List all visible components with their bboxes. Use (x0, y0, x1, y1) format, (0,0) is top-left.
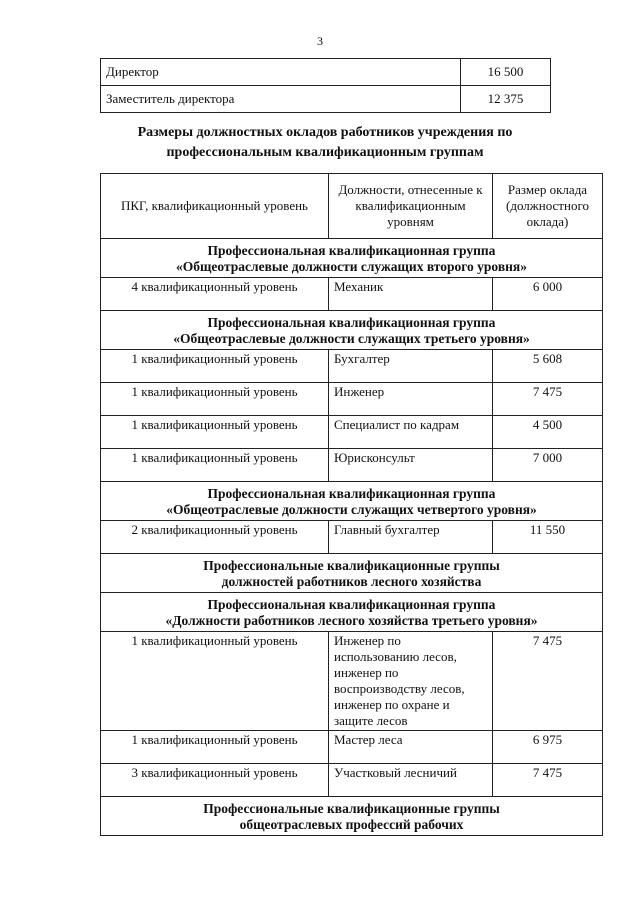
level-cell: 1 квалификационный уровень (101, 350, 329, 383)
salary-cell: 6 000 (493, 278, 603, 311)
group-header-row (101, 797, 603, 836)
group-header-row (101, 311, 603, 350)
level-cell: 1 квалификационный уровень (101, 731, 329, 764)
group-title-line: Профессиональная квалификационная группа (207, 315, 496, 330)
group-title-line: Профессиональные квалификационные группы (203, 558, 500, 573)
group-title-line: «Общеотраслевые должности служащих четвертого уровня» (166, 502, 537, 517)
table-row (101, 764, 603, 797)
group-title-line: Профессиональная квалификационная группа (207, 597, 496, 612)
group-title (101, 554, 603, 593)
table-row (101, 416, 603, 449)
level-cell: 2 квалификационный уровень (101, 521, 329, 554)
salary-cell: 7 475 (493, 383, 603, 416)
position-cell: Бухгалтер (329, 350, 493, 383)
pkg-salary-table (100, 173, 603, 836)
position-cell: Мастер леса (329, 731, 493, 764)
salary-cell: 6 975 (493, 731, 603, 764)
group-title (101, 482, 603, 521)
table-row (101, 86, 551, 113)
position-cell: Инженер (329, 383, 493, 416)
position-cell: Специалист по кадрам (329, 416, 493, 449)
group-header-row (101, 239, 603, 278)
group-title-line: общеотраслевых профессий рабочих (239, 817, 464, 832)
table-row (101, 383, 603, 416)
salary-cell: 7 475 (493, 764, 603, 797)
group-title-line: «Общеотраслевые должности служащих третьего уровня» (173, 331, 530, 346)
group-header-row (101, 554, 603, 593)
position-cell: Участковый лесничий (329, 764, 493, 797)
table-row (101, 632, 603, 731)
salary-cell: 16 500 (461, 59, 551, 86)
level-cell: 1 квалификационный уровень (101, 383, 329, 416)
section-heading (100, 123, 550, 163)
group-title (101, 239, 603, 278)
salary-cell: 12 375 (461, 86, 551, 113)
position-cell: Механик (329, 278, 493, 311)
table-row (101, 449, 603, 482)
group-header-row (101, 593, 603, 632)
level-cell: 1 квалификационный уровень (101, 449, 329, 482)
group-title (101, 311, 603, 350)
heading-line: профессиональным квалификационным группам (166, 145, 484, 160)
position-cell: Заместитель директора (101, 86, 461, 113)
group-title-line: «Общеотраслевые должности служащих второго уровня» (176, 259, 527, 274)
table-row (101, 59, 551, 86)
page-number: 3 (317, 34, 323, 48)
group-title (101, 797, 603, 836)
header-salary: Размер оклада (должностного оклада) (493, 174, 603, 239)
group-header-row (101, 482, 603, 521)
header-positions: Должности, отнесенные к квалификационным уровням (329, 174, 493, 239)
salary-cell: 11 550 (493, 521, 603, 554)
level-cell: 3 квалификационный уровень (101, 764, 329, 797)
position-cell: Инженер по использованию лесов, инженер по воспроизводству лесов, инженер по охране и защите лесов (329, 632, 493, 731)
group-title-line: должностей работников лесного хозяйства (221, 574, 482, 589)
group-title-line: Профессиональные квалификационные группы (203, 801, 500, 816)
group-title-line: «Должности работников лесного хозяйства третьего уровня» (165, 613, 538, 628)
level-cell: 1 квалификационный уровень (101, 416, 329, 449)
position-cell: Юрисконсульт (329, 449, 493, 482)
table-row (101, 278, 603, 311)
top-salary-table (100, 58, 551, 113)
table-row (101, 731, 603, 764)
table-header-row (101, 174, 603, 239)
header-pkg: ПКГ, квалификационный уровень (101, 174, 329, 239)
salary-cell: 4 500 (493, 416, 603, 449)
salary-cell: 7 475 (493, 632, 603, 731)
group-title (101, 593, 603, 632)
salary-cell: 7 000 (493, 449, 603, 482)
level-cell: 4 квалификационный уровень (101, 278, 329, 311)
table-row (101, 350, 603, 383)
salary-cell: 5 608 (493, 350, 603, 383)
level-cell: 1 квалификационный уровень (101, 632, 329, 731)
group-title-line: Профессиональная квалификационная группа (207, 243, 496, 258)
position-cell: Главный бухгалтер (329, 521, 493, 554)
heading-line: Размеры должностных окладов работников учреждения по (137, 125, 513, 140)
table-row (101, 521, 603, 554)
group-title-line: Профессиональная квалификационная группа (207, 486, 496, 501)
position-cell: Директор (101, 59, 461, 86)
